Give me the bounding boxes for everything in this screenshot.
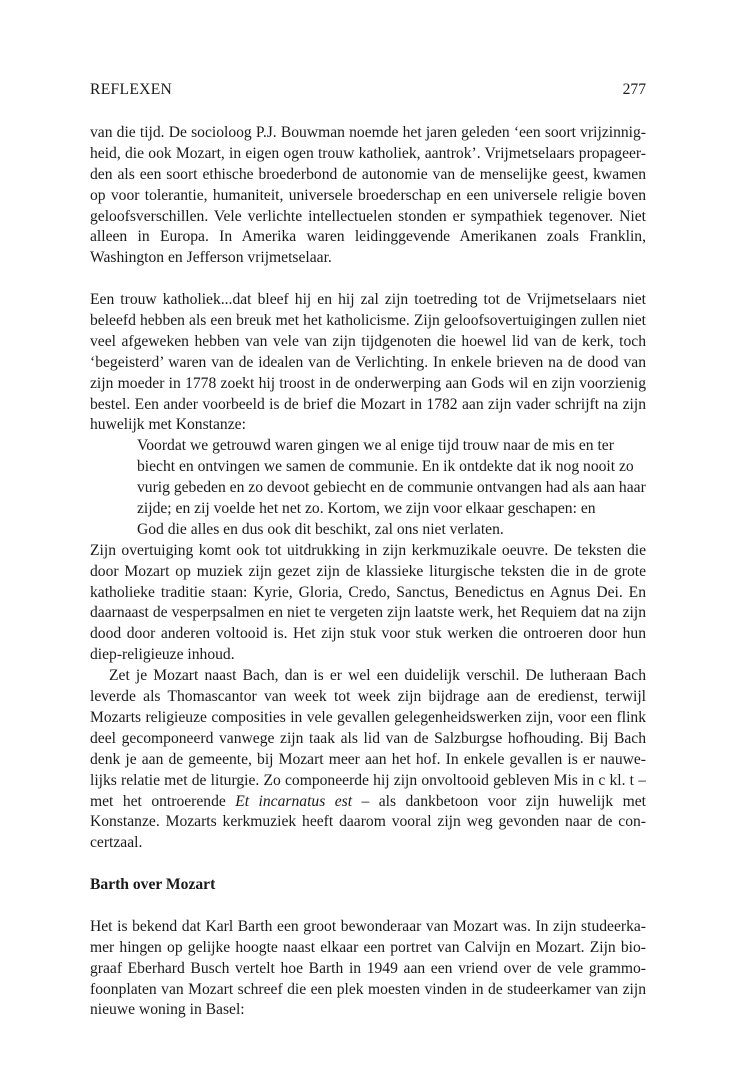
page-body xyxy=(90,123,646,1021)
quote-line: Voordat we getrouwd waren gingen we al enige tijd trouw naar de mis en ter xyxy=(137,437,614,455)
running-header xyxy=(90,79,646,101)
text-line: nieuwe woning in Basel: xyxy=(90,1001,245,1019)
text-line-with-italic xyxy=(90,792,646,813)
text-line: Een trouw katholiek...dat bleef hij en hij zal zijn toetreding tot de Vrijmetselaars niet xyxy=(90,291,646,309)
text-line: op voor tolerantie, humaniteit, universele broederschap en een universele religie boven xyxy=(90,186,646,204)
text-line: van die tijd. De socioloog P.J. Bouwman noemde het jaren geleden ‘een soort vrijzinnig- xyxy=(90,124,646,141)
text-line: zijn moeder in 1778 zoekt hij troost in de onderwerping aan Gods wil en zijn voorzienig xyxy=(90,374,646,392)
text-span: – als dankbetoon voor zijn huwelijk met xyxy=(352,792,646,810)
text-line: veel afgeweken hebben van vele van zijn tijdgenoten die hoewel lid van de kerk, toch xyxy=(90,332,646,350)
text-line: Konstanze. Mozarts kerkmuziek heeft daarom vooral zijn weg gevonden naar de con- xyxy=(90,813,646,831)
text-line: lijks relatie met de liturgie. Zo componeerde hij zijn onvoltooid gebleven Mis in c kl. t – xyxy=(90,771,646,789)
text-line: door Mozart op muziek zijn gezet zijn de klassieke liturgische teksten die in de grote xyxy=(90,562,646,580)
paragraph-freemasonry xyxy=(90,123,646,269)
text-line: graaf Eberhard Busch vertelt hoe Barth in 1949 aan een vriend over de vele grammo- xyxy=(90,959,646,977)
text-line: deel gecomponeerd vanwege zijn taak als lid van de Salzburgse hofhouding. Bij Bach xyxy=(90,729,646,747)
quote-line: vurig gebeden en zo devoot gebiecht en de communie ontvangen had als aan haar xyxy=(137,479,646,497)
quote-line: God die alles en dus ook dit beschikt, zal ons niet verlaten. xyxy=(137,520,504,538)
text-line: bestel. Een ander voorbeeld is de brief die Mozart in 1782 aan zijn vader schrijft na zijn xyxy=(90,395,646,413)
italic-title: Et incarnatus est xyxy=(235,792,353,810)
quote-line: zijde; en zij voelde het net zo. Kortom, we zijn voor elkaar geschapen: en xyxy=(137,500,596,518)
text-line: heid, die ook Mozart, in eigen ogen trouw katholiek, aantrok’. Vrijmetselaars propageer- xyxy=(90,144,646,162)
paragraph-barth xyxy=(90,917,646,1021)
text-line: foonplaten van Mozart schreef die een plek moesten vinden in de studeerkamer van zijn xyxy=(90,980,646,998)
text-line: geloofsverschillen. Vele verlichte intellectuelen stonden er sympathiek tegenover. Niet xyxy=(90,207,646,225)
text-line: den als een soort ethische broederbond de autonomie van de menselijke geest, kwamen xyxy=(90,165,646,183)
quote-line: biecht en ontvingen we samen de communie. En ik ontdekte dat ik nog nooit zo xyxy=(137,458,634,476)
text-line: dood door anderen voltooid is. Het zijn stuk voor stuk werken die ontroeren door hun xyxy=(90,625,646,643)
text-line: huwelijk met Konstanze: xyxy=(90,416,246,434)
paragraph-spacer xyxy=(90,854,646,875)
text-line: Washington en Jefferson vrijmetselaar. xyxy=(90,249,332,267)
text-line: alleen in Europa. In Amerika waren leidinggevende Amerikanen zoals Franklin, xyxy=(90,228,646,246)
paragraph-church-music xyxy=(90,541,646,666)
text-line: beleefd hebben als een breuk met het katholicisme. Zijn geloofsovertuigingen zullen niet xyxy=(90,312,646,330)
paragraph-spacer xyxy=(90,269,646,290)
paragraph-catholic xyxy=(90,290,646,436)
text-line: diep-religieuze inhoud. xyxy=(90,646,235,664)
text-line: Zijn overtuiging komt ook tot uitdrukking in zijn kerkmuzikale oeuvre. De teksten die xyxy=(90,541,646,559)
text-line: denk je aan de gemeente, bij Mozart meer aan het hof. In enkele gevallen is er nauwe- xyxy=(90,750,646,768)
text-line: Het is bekend dat Karl Barth een groot bewonderaar van Mozart was. In zijn studeerka- xyxy=(90,917,646,935)
text-line: ‘begeisterd’ waren van de idealen van de Verlichting. In enkele brieven na de dood van xyxy=(90,353,646,371)
text-span: met het ontroerende xyxy=(90,792,236,810)
paragraph-bach-comparison xyxy=(90,666,646,854)
text-line: katholieke traditie staan: Kyrie, Gloria, Credo, Sanctus, Benedictus en Agnus Dei. En xyxy=(90,583,646,601)
text-line: Mozarts religieuze composities in vele gevallen gelegenheidswerken zijn, voor een flink xyxy=(90,708,646,726)
section-heading: Barth over Mozart xyxy=(90,876,216,894)
text-line: leverde als Thomascantor van week tot week zijn bijdrage aan de eredienst, terwijl xyxy=(90,688,646,706)
text-line: Zet je Mozart naast Bach, dan is er wel een duidelijk verschil. De lutheraan Bach xyxy=(109,667,646,685)
text-line: certzaal. xyxy=(90,834,143,852)
paragraph-spacer xyxy=(90,896,646,917)
section-title: REFLEXEN xyxy=(90,81,173,98)
block-quote xyxy=(90,436,646,540)
text-line: daarnaast de vesperpsalmen en niet te vergeten zijn laatste werk, het Requiem dat na zijn xyxy=(90,604,646,622)
page-number: 277 xyxy=(622,81,646,98)
text-line: mer hingen op gelijke hoogte naast elkaar een portret van Calvijn en Mozart. Zijn bio- xyxy=(90,938,646,956)
